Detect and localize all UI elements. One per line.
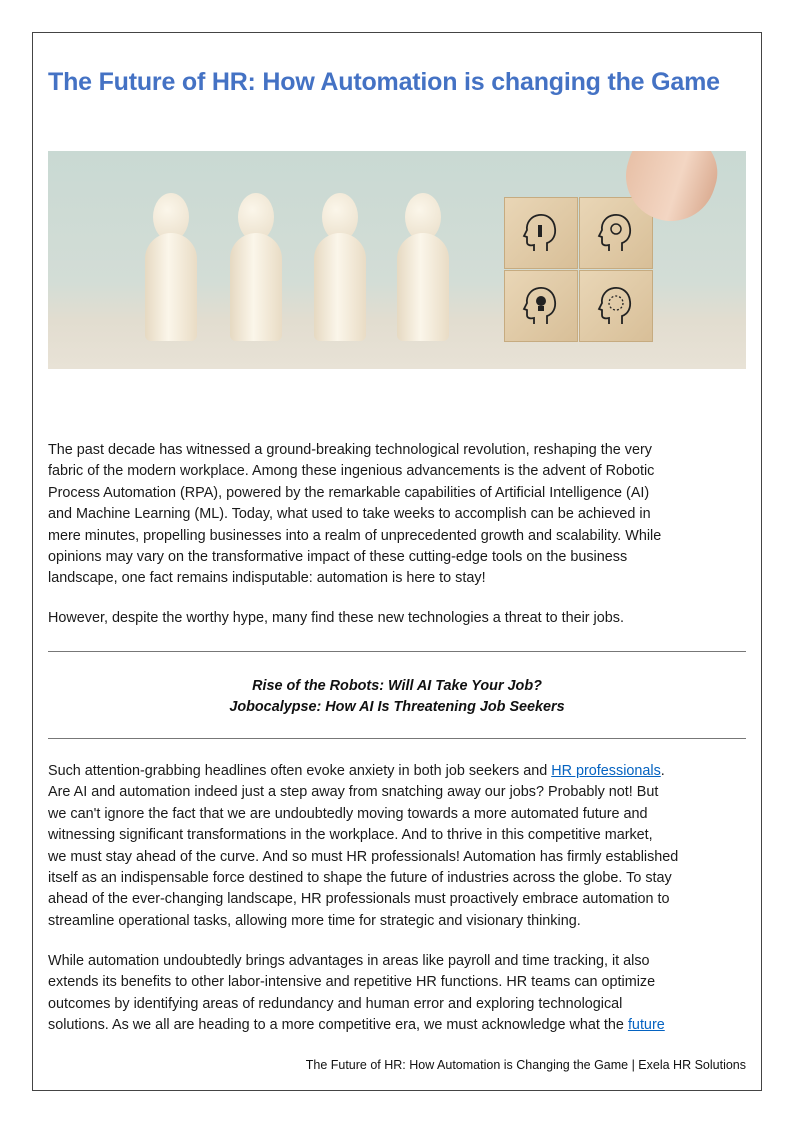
page-title: The Future of HR: How Automation is changing the Game bbox=[48, 68, 720, 96]
headline: Jobocalypse: How AI Is Threatening Job Seekers bbox=[229, 698, 565, 715]
text-line bbox=[48, 825, 748, 846]
headlines-block bbox=[48, 676, 746, 717]
line-text: mere minutes, propelling businesses into a realm of unprecedented growth and scalability. While bbox=[48, 527, 662, 544]
hero-image bbox=[48, 151, 746, 369]
text-line bbox=[48, 504, 748, 525]
text-line bbox=[48, 804, 748, 825]
divider bbox=[48, 738, 746, 739]
line-text: and Machine Learning (ML). Today, what used to take weeks to accomplish can be achieved in bbox=[48, 506, 651, 523]
text-line bbox=[48, 608, 748, 629]
intro-paragraph bbox=[48, 440, 748, 590]
inline-link[interactable]: HR professionals bbox=[551, 763, 661, 779]
divider bbox=[48, 651, 746, 652]
line-text: Process Automation (RPA), powered by the remarkable capabilities of Artificial Intelligence (AI) bbox=[48, 484, 650, 501]
page-footer: The Future of HR: How Automation is Changing the Game | Exela HR Solutions bbox=[305, 1058, 746, 1072]
line-text: Are AI and automation indeed just a step away from snatching away our jobs? Probably not! But bbox=[48, 784, 659, 801]
wooden-figure bbox=[228, 193, 284, 341]
text-line bbox=[48, 1015, 748, 1036]
text-line bbox=[48, 972, 748, 993]
benefits-paragraph bbox=[48, 951, 748, 1037]
line-text: landscape, one fact remains indisputable: automation is here to stay! bbox=[48, 570, 486, 587]
line-text: . bbox=[660, 763, 665, 779]
inline-link[interactable]: future bbox=[627, 1017, 665, 1034]
wooden-figure bbox=[312, 193, 368, 341]
line-text: Such attention-grabbing headlines often evoke anxiety in both job seekers and bbox=[48, 763, 552, 779]
text-line bbox=[48, 461, 748, 482]
text-line bbox=[48, 547, 748, 568]
text-line bbox=[48, 994, 748, 1015]
wooden-figure bbox=[143, 193, 199, 341]
people-head-icon bbox=[504, 197, 578, 269]
text-line bbox=[48, 782, 748, 803]
text-line bbox=[48, 568, 748, 589]
wooden-figure bbox=[395, 193, 451, 341]
line-text: itself as an indispensable force destined to shape the future of industries across the globe. To stay bbox=[48, 870, 672, 887]
text-line bbox=[48, 847, 748, 868]
anxiety-paragraph bbox=[48, 761, 748, 932]
text-line bbox=[48, 526, 748, 547]
threat-paragraph bbox=[48, 608, 748, 629]
line-text: we can't ignore the fact that we are undoubtedly moving towards a more automated future and bbox=[48, 805, 648, 822]
text-line bbox=[48, 761, 748, 782]
line-text: However, despite the worthy hype, many find these new technologies a threat to their jobs. bbox=[48, 610, 624, 626]
line-text: While automation undoubtedly brings advantages in areas like payroll and time tracking, it also bbox=[48, 953, 650, 969]
idea-head-icon bbox=[504, 270, 578, 342]
line-text: fabric of the modern workplace. Among these ingenious advancements is the advent of Robotic bbox=[48, 463, 655, 480]
text-line bbox=[48, 483, 748, 504]
text-line bbox=[48, 911, 748, 932]
team-head-icon bbox=[579, 270, 653, 342]
text-line bbox=[48, 889, 748, 910]
line-text: outcomes by identifying areas of redundancy and human error and exploring technological bbox=[48, 995, 623, 1012]
line-text: streamline operational tasks, allowing more time for strategic and visionary thinking. bbox=[48, 912, 581, 929]
line-text: solutions. As we all are heading to a more competitive era, we must acknowledge what the bbox=[48, 1017, 628, 1034]
line-text: opinions may vary on the transformative impact of these cutting-edge tools on the business bbox=[48, 549, 628, 566]
headline: Rise of the Robots: Will AI Take Your Job? bbox=[252, 678, 542, 694]
line-text: we must stay ahead of the curve. And so must HR professionals! Automation has firmly established bbox=[48, 848, 679, 865]
text-line bbox=[48, 868, 748, 889]
text-line bbox=[48, 440, 748, 461]
line-text: witnessing significant transformations in the workplace. And to thrive in this competitive market, bbox=[48, 827, 653, 844]
line-text: The past decade has witnessed a ground-breaking technological revolution, reshaping the very bbox=[48, 442, 652, 458]
line-text: extends its benefits to other labor-intensive and repetitive HR functions. HR teams can optimize bbox=[48, 974, 656, 991]
text-line bbox=[48, 951, 748, 972]
line-text: ahead of the ever-changing landscape, HR professionals must proactively embrace automation to bbox=[48, 891, 670, 908]
